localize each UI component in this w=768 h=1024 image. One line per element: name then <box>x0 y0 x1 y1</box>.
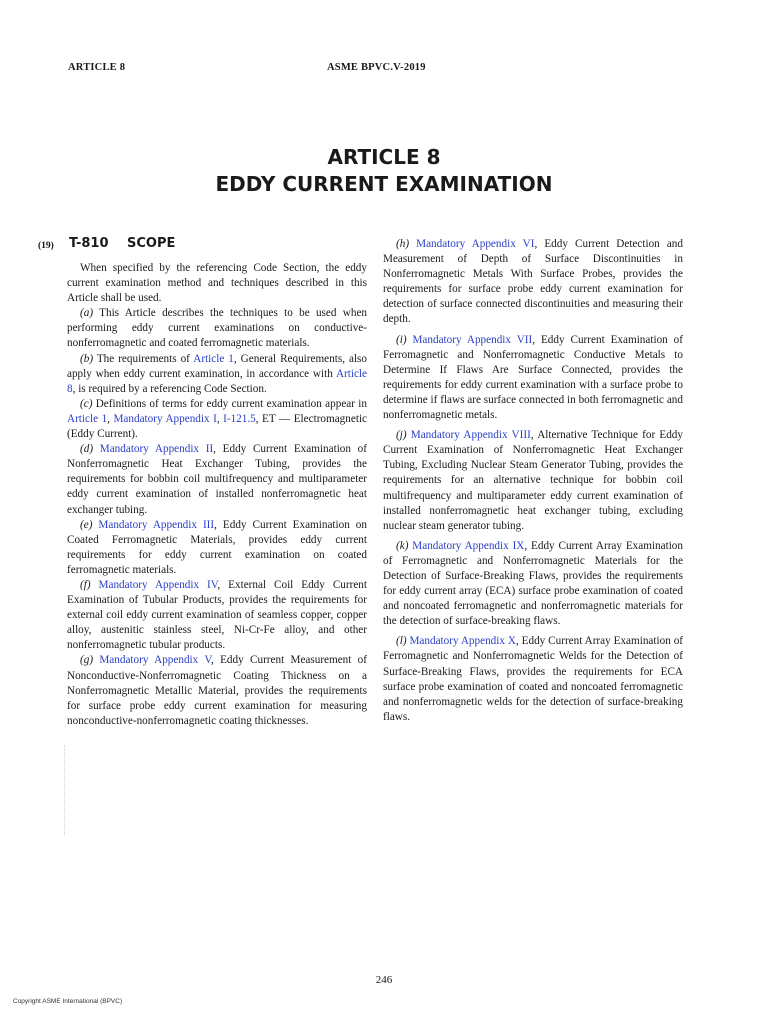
section-number: T-810 <box>69 236 109 251</box>
paragraph-a-label: (a) <box>80 307 94 320</box>
link-article-8[interactable]: Article 8 <box>67 367 367 395</box>
article-title <box>0 144 768 198</box>
paragraph-b <box>67 352 367 397</box>
section-heading <box>38 236 367 258</box>
paragraph-l-label: (l) <box>396 635 407 648</box>
paragraph-d-text: , Eddy Current Examination of Nonferromagnetic Heat Exchanger Tubing, provides the requirements for bobbin coil multifrequency and multiparameter eddy current examination of installed nonferromagnetic heat exchanger tubing. <box>67 443 368 516</box>
article-title-line1: ARTICLE 8 <box>327 145 441 169</box>
paragraph-f-label: (f) <box>80 578 91 591</box>
link-mandatory-appendix-v[interactable]: Mandatory Appendix V <box>99 654 211 667</box>
article-title-line2: EDDY CURRENT EXAMINATION <box>215 172 553 196</box>
running-head-article: ARTICLE 8 <box>68 62 126 73</box>
link-mandatory-appendix-ii[interactable]: Mandatory Appendix II <box>99 443 214 456</box>
paragraph-h-text: , Eddy Current Detection and Measurement of Depth of Surface Discontinuities in Nonferromagnetic Metals With Surface Probes, provides the requirements for surface probe eddy current examination for detection of surface connected discontinuities and measuring their depth. <box>383 238 683 326</box>
paragraph-d <box>67 442 367 517</box>
paragraph-e <box>67 518 367 578</box>
paragraph-l <box>383 634 683 725</box>
paragraph-b-label: (b) <box>80 352 94 365</box>
link-mandatory-appendix-iv[interactable]: Mandatory Appendix IV <box>98 578 218 591</box>
paragraph-c-text-2: , ET — Electromagnetic (Eddy Current). <box>67 412 368 441</box>
link-mandatory-appendix-viii[interactable]: Mandatory Appendix VIII <box>410 429 531 442</box>
paragraph-c-sep-2: , <box>216 412 224 425</box>
paragraph-k-text: , Eddy Current Array Examination of Ferromagnetic and Nonferromagnetic Materials for the Detection of Surface-Breaking Flaws, provides the requirements for eddy current array (ECA) surface probe examination of coated and noncoated ferromagnetic and nonferromagnetic materials for the detection of surface-breaking flaws. <box>383 539 683 628</box>
paragraph-intro: When specified by the referencing Code Section, the eddy current examination method and techniques described in this Article shall be used. <box>67 262 367 305</box>
running-head <box>0 62 768 80</box>
paragraph-a <box>67 306 367 351</box>
paragraph-b-text-1: The requirements of <box>93 352 194 365</box>
paragraph-g-text: , Eddy Current Measurement of Nonconductive-Nonferromagnetic Coating Thickness on a Nonferromagnetic Metallic Material, provides the requirements for surface probe eddy current examination for measuring nonconductive-nonferromagnetic coating thicknesses. <box>67 654 368 727</box>
copyright-notice: Copyright ASME International (BPVC) <box>13 998 123 1005</box>
left-column <box>38 236 368 729</box>
paragraph-j-label: (j) <box>396 429 407 442</box>
paragraph-i <box>383 333 683 424</box>
paragraph-e-text: , Eddy Current Examination on Coated Ferromagnetic Materials, provides eddy current requirements for eddy current examination on coated ferromagnetic materials. <box>67 518 367 576</box>
link-mandatory-appendix-vii[interactable]: Mandatory Appendix VII <box>412 333 533 346</box>
paragraph-b-text-2: , General Requirements, also apply when eddy current examination, in accordance with <box>67 352 368 380</box>
paragraph-c-label: (c) <box>80 397 93 410</box>
link-article-1[interactable]: Article 1 <box>193 352 234 365</box>
paragraph-b-text-3: , is required by a referencing Code Section. <box>72 382 267 395</box>
paragraph-i-label: (i) <box>396 333 407 346</box>
page-number: 246 <box>375 974 393 986</box>
link-mandatory-appendix-ix[interactable]: Mandatory Appendix IX <box>412 539 525 552</box>
section-title: SCOPE <box>127 236 176 251</box>
paragraph-k-label: (k) <box>396 539 409 552</box>
paragraph-f <box>67 578 367 653</box>
paragraph-j <box>383 428 683 534</box>
running-head-standard: ASME BPVC.V-2019 <box>327 62 426 73</box>
paragraph-h-label: (h) <box>396 238 410 250</box>
paragraph-k <box>383 539 683 630</box>
paragraph-h <box>383 237 683 328</box>
paragraph-e-label: (e) <box>80 518 93 531</box>
paragraph-c-text-1: Definitions of terms for eddy current examination appear in <box>92 397 367 410</box>
link-mandatory-appendix-iii[interactable]: Mandatory Appendix III <box>98 518 215 531</box>
link-mandatory-appendix-x[interactable]: Mandatory Appendix X <box>409 635 516 648</box>
paragraph-g-label: (g) <box>80 654 94 667</box>
paragraph-g <box>67 653 367 728</box>
right-column <box>383 237 683 730</box>
paragraph-c-sep-1: , <box>107 412 114 425</box>
paragraph-f-text: , External Coil Eddy Current Examination of Tubular Products, provides the requirements for external coil eddy current examination of seamless copper, copper alloy, austenitic stainless steel, Ni-Cr-Fe alloy, and other nonferromagnetic tubular products. <box>67 578 367 652</box>
link-mandatory-appendix-vi[interactable]: Mandatory Appendix VI <box>416 238 535 250</box>
link-article-1-defs[interactable]: Article 1 <box>67 412 108 425</box>
link-mandatory-appendix-i[interactable]: Mandatory Appendix I <box>113 412 217 425</box>
link-i-121-5[interactable]: I-121.5 <box>223 412 256 425</box>
paragraph-c <box>67 397 367 442</box>
revision-mark: (19) <box>38 241 54 251</box>
paragraph-i-text: , Eddy Current Examination of Ferromagnetic and Nonferromagnetic Conductive Metals to Determine If Flaws Are Surface Connected, provides the requirements for eddy current examination with a surface probe to determine if flaws are surface connected in both ferromagnetic and nonferromagnetic metals. <box>383 333 684 422</box>
paragraph-d-label: (d) <box>80 443 94 456</box>
paragraph-j-text: , Alternative Technique for Eddy Current Examination of Nonferromagnetic Heat Exchanger Tubing, Excluding Nuclear Steam Generator Tubing, provides the requirements for an alternative technique for bobbin coil multifrequency and multiparameter eddy current examination of installed nonferromagnetic heat exchanger tubing, excluding nuclear steam generator tubing. <box>383 429 683 532</box>
paragraph-l-text: , Eddy Current Array Examination of Ferromagnetic and Nonferromagnetic Welds for the Detection of Surface-Breaking Flaws, provides the requirements for ECA surface probe examination of coated and noncoated ferromagnetic and nonferromagnetic welds for the detection of surface-breaking flaws. <box>383 635 684 723</box>
scan-artifact-dots <box>64 745 67 835</box>
paragraph-a-text: This Article describes the techniques to be used when performing eddy current examinations on conductive-nonferromagnetic and coated ferromagnetic materials. <box>67 307 367 350</box>
